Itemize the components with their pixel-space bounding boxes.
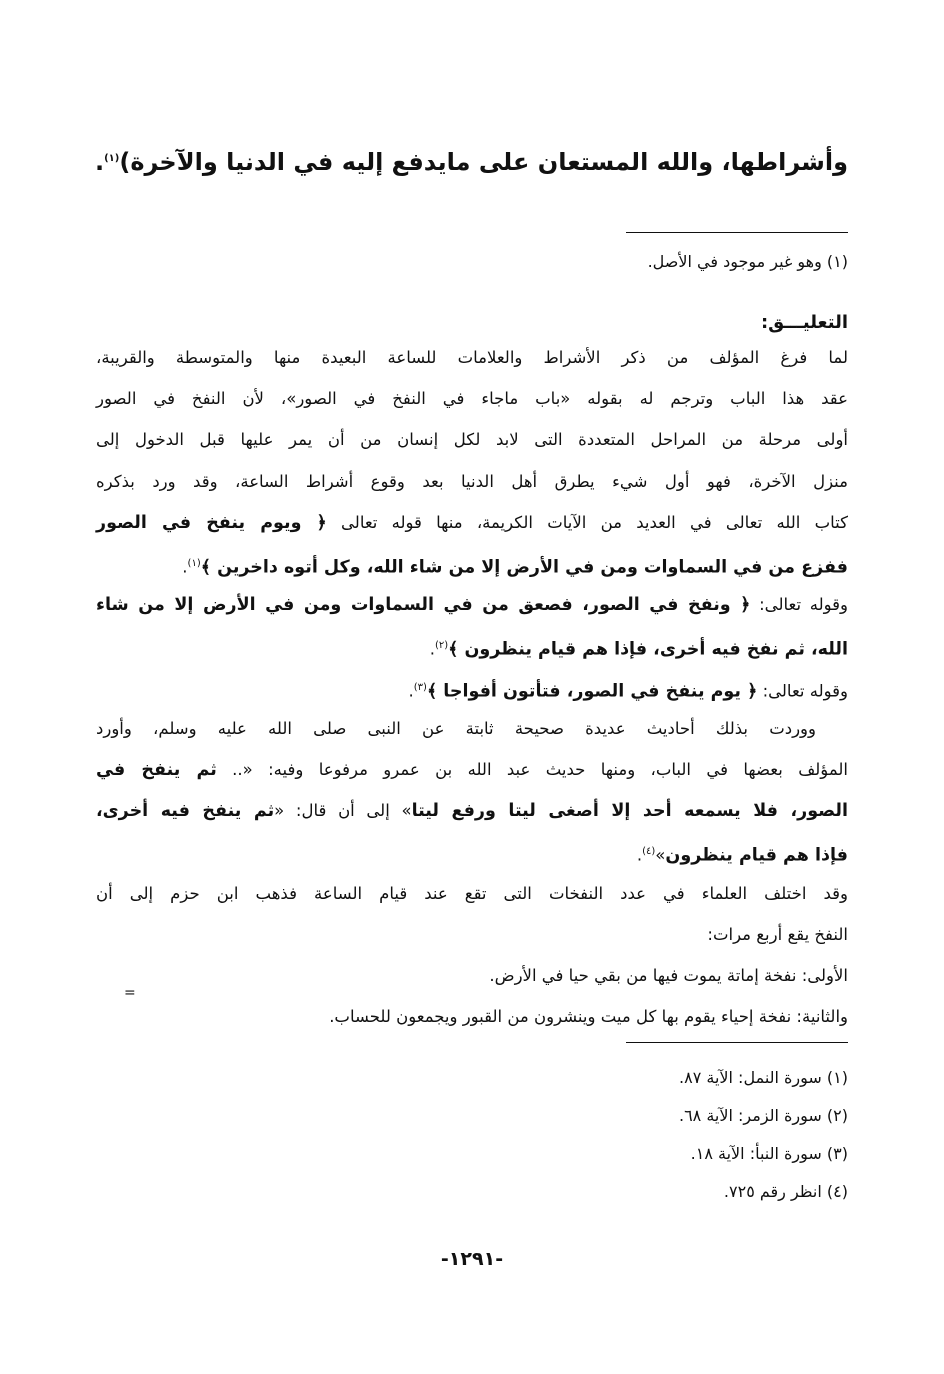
quoted-text: الله، ثم نفخ فيه أخرى، فإذا هم قيام ينظرون ﴾: [448, 639, 848, 660]
body-line: [96, 346, 848, 370]
text-segment: لما فرغ المؤلف من ذكر الأشراط والعلامات للساعة البعيدة منها والمتوسطة والقريبة،: [96, 348, 848, 367]
footnote-4: (٤) انظر رقم ٧٢٥.: [723, 1182, 848, 1201]
top-footnote: (١) وهو غير موجود في الأصل.: [647, 252, 848, 271]
body-line: [96, 593, 848, 617]
body-line: [96, 428, 848, 452]
text-segment: أولى مرحلة من المراحل المتعددة التى لابد لكل إنسان من أن يمر عليها قبل الدخول إلى: [96, 430, 848, 450]
text-segment: المؤلف بعضها في الباب، ومنها حديث عبد الله بن عمرو مرفوعا وفيه: «..: [216, 760, 848, 779]
text-segment: كتاب الله تعالى في العديد من الآيات الكريمة، منها قوله تعالى: [326, 512, 848, 532]
footnote-ref: (٢): [434, 640, 449, 652]
quoted-text: الصور، فلا يسمعه أحد إلا أصغى ليتا ورفع ليتا: [411, 801, 848, 822]
text-segment: .: [429, 639, 435, 659]
body-line: [96, 552, 848, 580]
continuation-footnote-ref: (١): [104, 153, 120, 164]
body-line: [96, 758, 848, 782]
text-segment: .: [182, 557, 188, 577]
text-segment: وقد اختلف العلماء في عدد النفخات التى تقع عند قيام الساعة فذهب ابن حزم إلى أن: [96, 883, 848, 903]
continuation-line: [96, 148, 848, 176]
quoted-text: ﴿ ويوم ينفخ في الصور: [96, 512, 327, 533]
text-segment: » إلى أن قال: «: [274, 801, 412, 821]
body-line: [96, 1005, 848, 1029]
footnote-2: (٢) سورة الزمر: الآية ٦٨.: [678, 1106, 848, 1125]
body-line: [96, 923, 848, 947]
quoted-text: ففزع من في السماوات ومن في الأرض إلا من شاء الله، وكل أتوه داخرين ﴾: [200, 557, 848, 578]
text-segment: .: [636, 845, 643, 865]
text-segment: عقد هذا الباب وترجم له بقوله «باب ماجاء في النفخ في الصور»، لأن النفخ في الصور: [96, 389, 848, 409]
section-heading: التعليـــق:: [760, 312, 848, 333]
footnote-separator-top: [626, 232, 848, 233]
body-line: [96, 717, 816, 741]
body-line: [96, 511, 848, 535]
body-line: [96, 470, 848, 494]
quoted-text: ﴿ يوم ينفخ في الصور، فتأتون أفواجا ﴾: [426, 681, 758, 702]
quoted-text: ثم ينفخ فيه أخرى،: [96, 801, 275, 822]
margin-mark: =: [124, 985, 136, 1001]
body-line: [96, 387, 848, 411]
footnote-separator-bottom: [626, 1042, 848, 1043]
footnote-ref: (١): [187, 558, 201, 569]
body-line: [96, 676, 848, 704]
text-segment: النفخ يقع أربع مرات:: [707, 924, 848, 944]
body-line: [96, 799, 848, 823]
footnote-ref: (٣): [413, 681, 427, 693]
body-line: [96, 840, 848, 868]
continuation-end: .: [94, 148, 105, 176]
page-number: -١٢٩١-: [440, 1248, 504, 1270]
text-segment: منزل الآخرة، فهو أول شيء يطرق أهل الدنيا بعد وقوع أشراط الساعة، وقد ورد بذكره: [96, 471, 848, 491]
text-segment: وقوله تعالى:: [757, 681, 848, 701]
text-segment: الأولى: نفخة إماتة يموت فيها من بقي حيا في الأرض.: [489, 966, 848, 985]
footnote-3: (٣) سورة النبأ: الآية ١٨.: [690, 1144, 848, 1163]
text-segment: .: [408, 681, 414, 701]
text-segment: »: [655, 845, 666, 865]
text-segment: ووردت بذلك أحاديث عديدة صحيحة ثابتة عن النبى صلى الله عليه وسلم، وأورد: [96, 718, 816, 738]
quoted-text: فإذا هم قيام ينظرون: [665, 845, 848, 866]
text-segment: والثانية: نفخة إحياء يقوم بها كل ميت وينشرون من القبور ويجمعون للحساب.: [329, 1007, 848, 1027]
body-line: [96, 634, 848, 662]
quoted-text: ﴿ ونفخ في الصور، فصعق من في السماوات ومن في الأرض إلا من شاء: [96, 595, 751, 616]
footnote-ref: (٤): [642, 846, 656, 858]
body-line: [96, 882, 848, 906]
quoted-text: ثم ينفخ في: [96, 760, 217, 780]
text-segment: وقوله تعالى:: [750, 595, 848, 615]
footnote-1: (١) سورة النمل: الآية ٨٧.: [679, 1068, 848, 1087]
continuation-text: وأشراطها، والله المستعان على مايدفع إليه في الدنيا والآخرة): [119, 148, 848, 176]
body-line: [96, 964, 848, 988]
